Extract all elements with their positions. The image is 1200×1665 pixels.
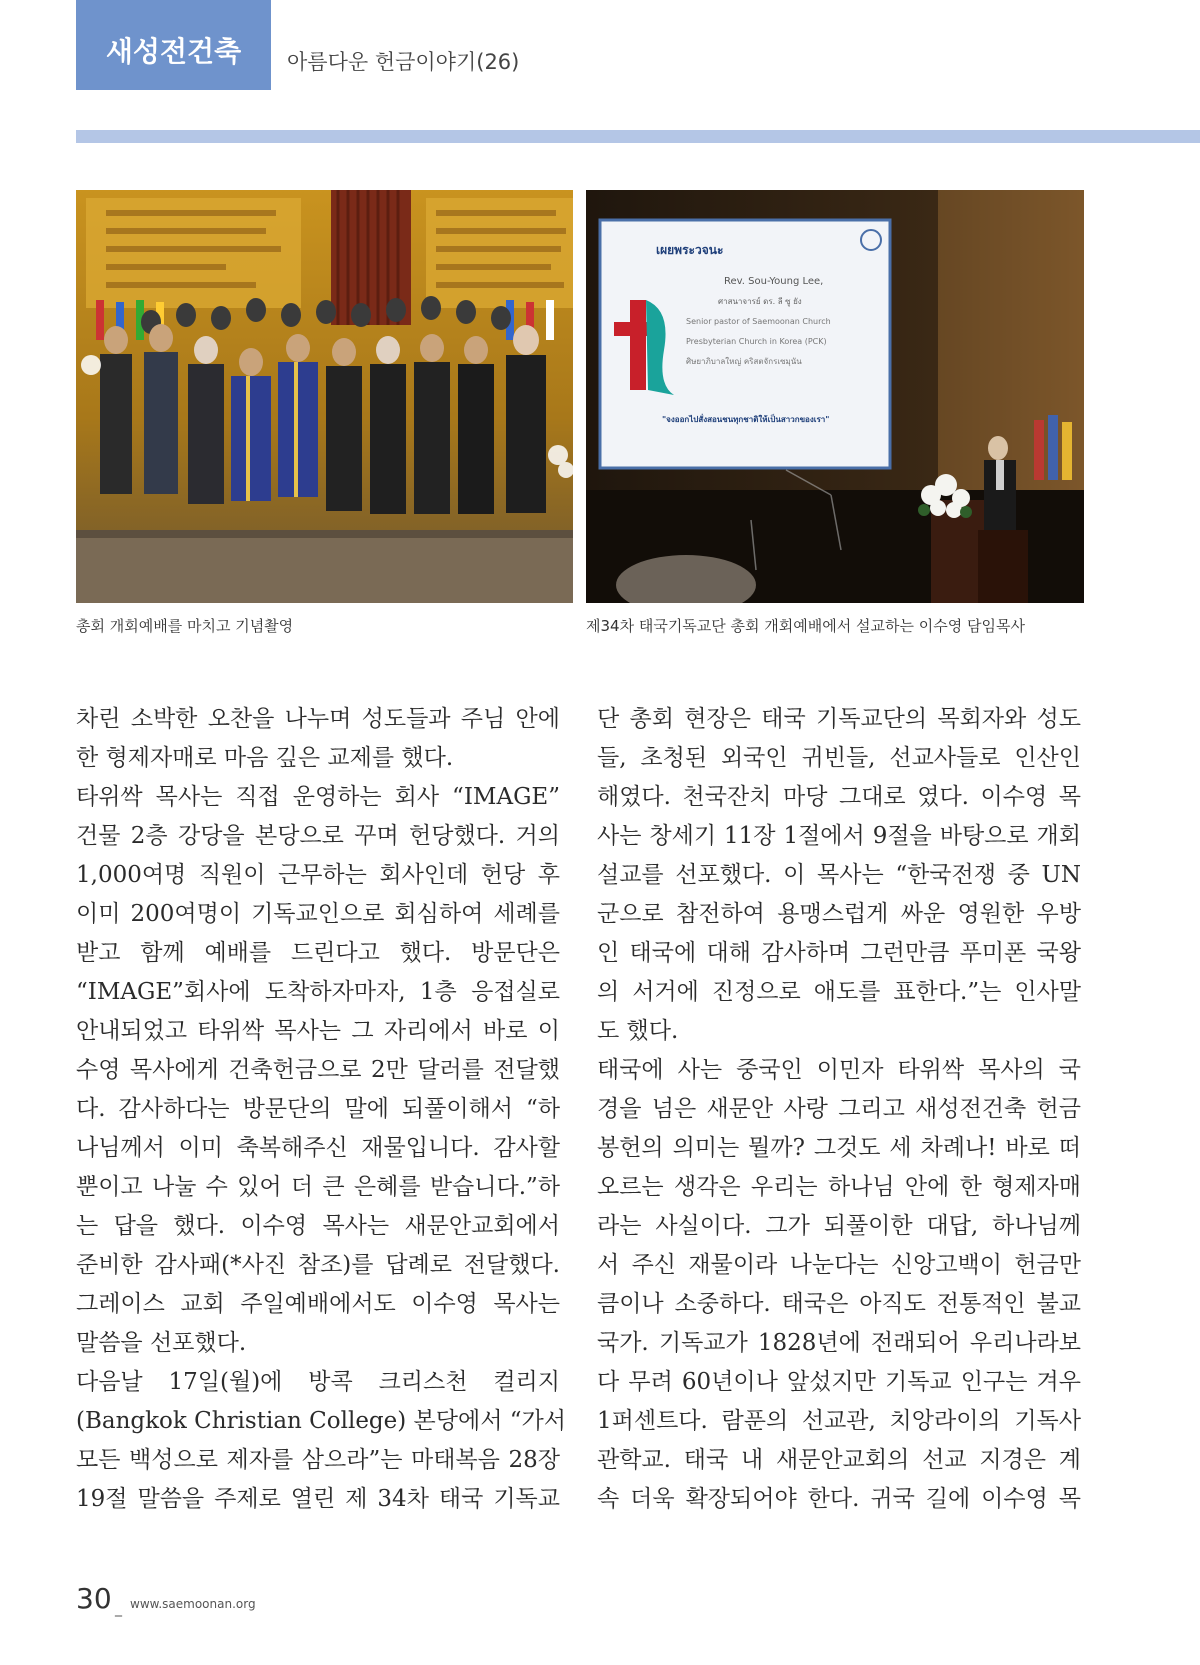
text-line: 도 했다. <box>597 1018 679 1044</box>
text-line: 다 무려 60년이나 앞섰지만 기독교 인구는 겨우 <box>597 1369 1081 1395</box>
text-line: 뿐이고 나눌 수 있어 더 큰 은혜를 받습니다.”하 <box>76 1174 560 1200</box>
text-line: 1,000여명 직원이 근무하는 회사인데 헌당 후 <box>76 862 560 888</box>
text-line: 속 더욱 확장되어야 한다. 귀국 길에 이수영 목 <box>597 1486 1081 1512</box>
text-line: 군으로 참전하여 용맹스럽게 싸운 영원한 우방 <box>597 901 1081 927</box>
sermon-photo <box>586 190 1084 603</box>
text-line: 다음날 17일(월)에 방콕 크리스천 컬리지 <box>76 1369 560 1395</box>
projection-screen <box>600 220 890 468</box>
left-photo-caption: 총회 개회예배를 마치고 기념촬영 <box>76 617 294 635</box>
text-line: 수영 목사에게 건축헌금으로 2만 달러를 전달했 <box>76 1057 560 1083</box>
text-line: 그레이스 교회 주일예배에서도 이수영 목사는 <box>76 1291 560 1317</box>
text-line: 의 서거에 진정으로 애도를 표한다.”는 인사말 <box>597 979 1081 1005</box>
page-separator: _ <box>115 1601 122 1617</box>
text-line: 한 형제자매로 마음 깊은 교제를 했다. <box>76 745 454 771</box>
group-photo <box>76 190 573 603</box>
slide-line: Presbyterian Church in Korea (PCK) <box>686 337 827 346</box>
text-line: 다. 감사하다는 방문단의 말에 되풀이해서 “하 <box>76 1096 560 1122</box>
text-line: 타위싹 목사는 직접 운영하는 회사 “IMAGE” <box>76 784 560 810</box>
text-line: 준비한 감사패(*사진 참조)를 답례로 전달했다. <box>76 1252 560 1278</box>
slide-line: ศิษยาภิบาลใหญ่ คริสตจักรเซมุนัน <box>686 357 802 366</box>
text-line: 차린 소박한 오찬을 나누며 성도들과 주님 안에 <box>76 706 560 732</box>
text-line: 건물 2층 강당을 본당으로 꾸며 헌당했다. 거의 <box>76 823 560 849</box>
text-line: 해였다. 천국잔치 마당 그대로 였다. 이수영 목 <box>597 784 1081 810</box>
text-line: 사는 창세기 11장 1절에서 9절을 바탕으로 개회 <box>597 823 1081 849</box>
slide-line: ศาสนาจารย์ ดร. ลี ซู ยัง <box>718 297 802 306</box>
text-line: 19절 말씀을 주제로 열린 제 34차 태국 기독교 <box>76 1486 560 1512</box>
text-line: 경을 넘은 새문안 사랑 그리고 새성전건축 헌금 <box>597 1096 1081 1122</box>
text-line: 나님께서 이미 축복해주신 재물입니다. 감사할 <box>76 1135 560 1161</box>
text-line: 이미 200여명이 기독교인으로 회심하여 세례를 <box>76 901 560 927</box>
text-line: 말씀을 선포했다. <box>76 1330 247 1356</box>
text-line: 단 총회 현장은 태국 기독교단의 목회자와 성도 <box>597 706 1081 732</box>
text-line: 모든 백성으로 제자를 삼으라”는 마태복음 28장 <box>76 1447 560 1473</box>
text-line: 는 답을 했다. 이수영 목사는 새문안교회에서 <box>76 1213 560 1239</box>
page-number: 30 <box>76 1582 112 1615</box>
text-line: 관학교. 태국 내 새문안교회의 선교 지경은 계 <box>597 1447 1081 1473</box>
text-line: 안내되었고 타위싹 목사는 그 자리에서 바로 이 <box>76 1018 560 1044</box>
header-rule <box>76 130 1200 143</box>
text-line: 설교를 선포했다. 이 목사는 “한국전쟁 중 UN <box>597 862 1081 888</box>
text-line: (Bangkok Christian College) 본당에서 “가서 <box>76 1408 566 1434</box>
text-line: 라는 사실이다. 그가 되풀이한 대답, 하나님께 <box>597 1213 1081 1239</box>
text-line: 서 주신 재물이라 나눈다는 신앙고백이 헌금만 <box>597 1252 1081 1278</box>
text-line: 오르는 생각은 우리는 하나님 안에 한 형제자매 <box>597 1174 1081 1200</box>
site-url[interactable]: www.saemoonan.org <box>130 1597 256 1611</box>
slide-name: Rev. Sou-Young Lee, <box>724 276 824 287</box>
text-line: 태국에 사는 중국인 이민자 타위싹 목사의 국 <box>597 1057 1081 1083</box>
section-tag: 새성전건축 <box>76 0 271 90</box>
text-line: 큼이나 소중하다. 태국은 아직도 전통적인 불교 <box>597 1291 1081 1317</box>
text-line: 1퍼센트다. 람푼의 선교관, 치앙라이의 기독사 <box>597 1408 1081 1434</box>
slide-line: Senior pastor of Saemoonan Church <box>686 317 831 326</box>
text-line: 들, 초청된 외국인 귀빈들, 선교사들로 인산인 <box>597 745 1081 771</box>
text-line: 받고 함께 예배를 드린다고 했다. 방문단은 <box>76 940 560 966</box>
text-line: 국가. 기독교가 1828년에 전래되어 우리나라보 <box>597 1330 1081 1356</box>
series-title: 아름다운 헌금이야기(26) <box>287 50 520 74</box>
text-line: 봉헌의 의미는 뭘까? 그것도 세 차례나! 바로 떠 <box>597 1135 1081 1161</box>
article-column-left <box>76 700 566 1519</box>
text-line: 인 태국에 대해 감사하며 그런만큼 푸미폰 국왕 <box>597 940 1081 966</box>
slide-quote: "จงออกไปสั่งสอนชนทุกชาติให้เป็นสาวกของเรา" <box>662 415 830 424</box>
slide-heading: เผยพระวจนะ <box>656 243 724 257</box>
text-line: “IMAGE”회사에 도착하자마자, 1층 응접실로 <box>76 979 560 1005</box>
article-column-right <box>597 700 1081 1519</box>
right-photo-caption: 제34차 태국기독교단 총회 개회예배에서 설교하는 이수영 담임목사 <box>586 617 1025 635</box>
